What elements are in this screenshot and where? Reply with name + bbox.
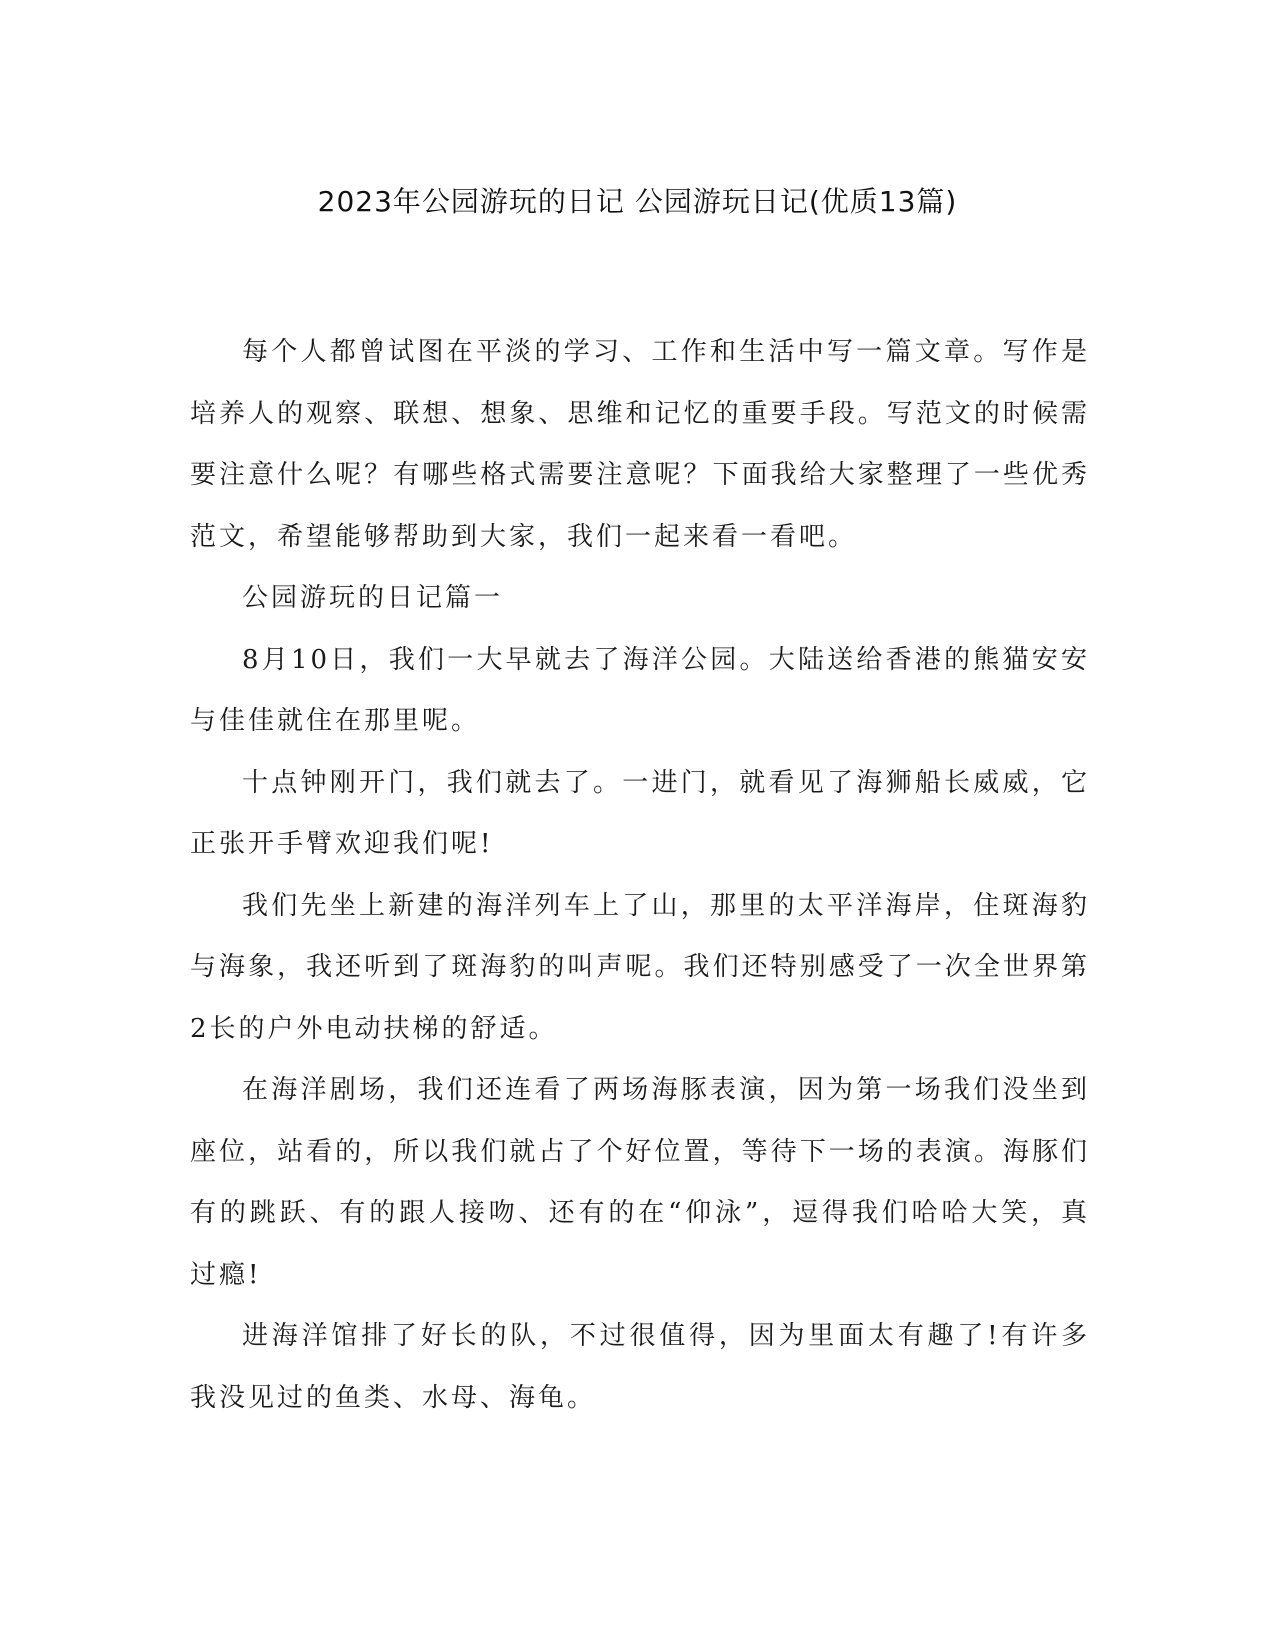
body-paragraph: 十点钟刚开门，我们就去了。一进门，就看见了海狮船长威威，它正张开手臂欢迎我们呢! <box>190 767 1090 859</box>
document-body <box>190 322 1090 1429</box>
body-paragraph: 8月10日，我们一大早就去了海洋公园。大陆送给香港的熊猫安安与佳佳就住在那里呢。 <box>190 644 1090 736</box>
document-title: 2023年公园游玩的日记 公园游玩日记(优质13篇) <box>317 185 958 218</box>
section-heading: 公园游玩的日记篇一 <box>242 583 504 613</box>
intro-paragraph: 每个人都曾试图在平淡的学习、工作和生活中写一篇文章。写作是培养人的观察、联想、想象、思维和记忆的重要手段。写范文的时候需要注意什么呢？有哪些格式需要注意呢？下面我给大家整理了一些优秀范文，希望能够帮助到大家，我们一起来看一看吧。 <box>190 337 1090 552</box>
body-paragraph: 在海洋剧场，我们还连看了两场海豚表演，因为第一场我们没坐到座位，站看的，所以我们就占了个好位置，等待下一场的表演。海豚们有的跳跃、有的跟人接吻、还有的在“仰泳”，逗得我们哈哈大笑，真过瘾! <box>190 1075 1090 1290</box>
body-paragraph: 我们先坐上新建的海洋列车上了山，那里的太平洋海岸，住斑海豹与海象，我还听到了斑海豹的叫声呢。我们还特别感受了一次全世界第2长的户外电动扶梯的舒适。 <box>190 890 1090 1044</box>
body-paragraph: 进海洋馆排了好长的队，不过很值得，因为里面太有趣了!有许多我没见过的鱼类、水母、海龟。 <box>190 1321 1090 1413</box>
